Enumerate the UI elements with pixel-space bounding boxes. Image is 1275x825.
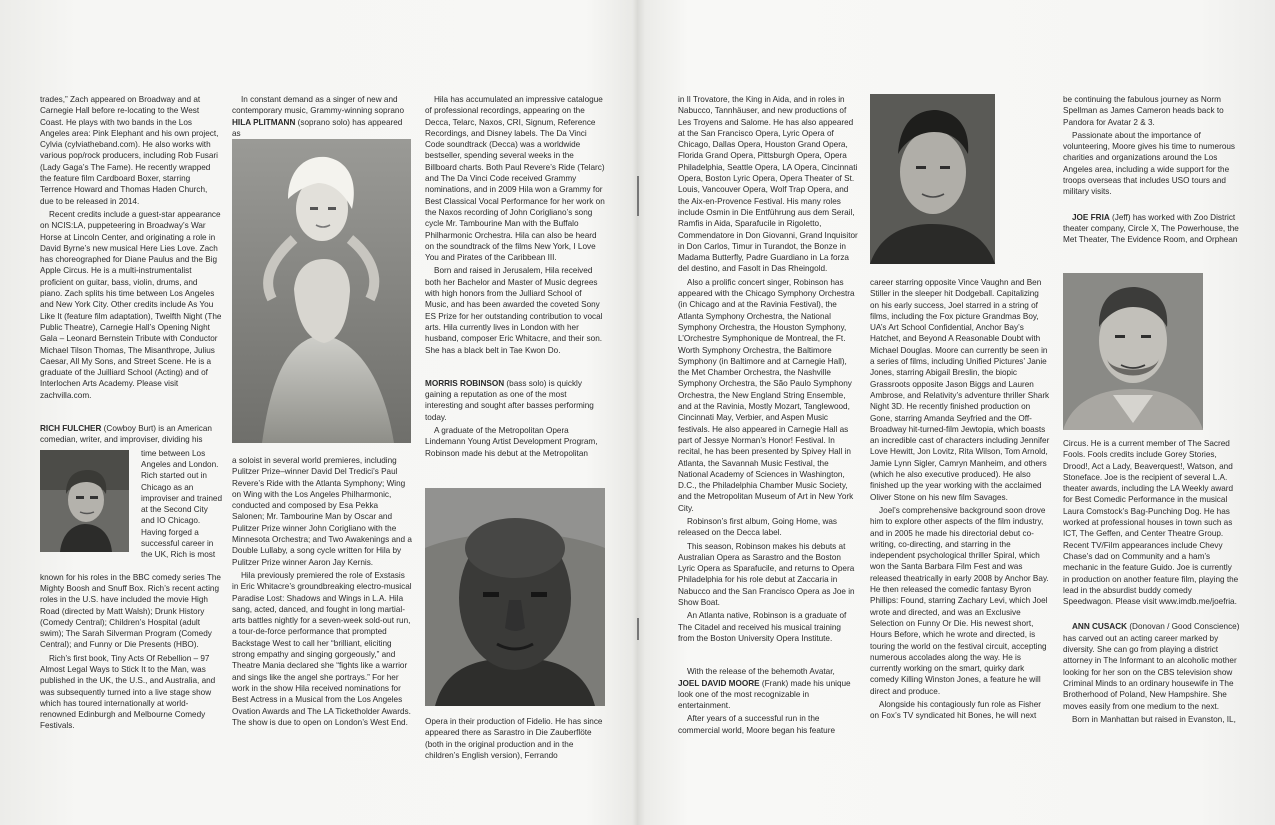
- ann-born-paragraph: Born in Manhattan but raised in Evanston, IL,: [1072, 714, 1236, 724]
- morris-intro-text: (bass solo) is quickly gaining a reputation as one of the most interesting and sought after basses performing today.: [425, 378, 594, 422]
- joel-bones-paragraph: Alongside his contagiously fun role as Fisher on Fox’s TV syndicated hit Bones, he will next: [870, 699, 1042, 721]
- column-6-lower: [1063, 438, 1240, 727]
- morris-roles-paragraph: in Il Trovatore, the King in Aida, and in roles in Nabucco, Tannhäuser, and new productions of Les Troyens and Salome. He has also appeared at the San Francisco Opera, Lyric Opera of Chicago, Dallas Opera, Houston Grand Opera, Florida Grand Opera, Pittsburgh Opera, Opera Philadelphia, Seattle Opera, LA Opera, Cincinnati Opera, Boston Lyric Opera, Opera Theater of St. Louis, Vancouver Opera, Wolf Trap Opera, and the Aix-en-Provence Festival. His many roles include Osmin in Die Entführung aus dem Serail, Ramfis in Aida, Sparafucile in Rigoletto, Commendatore in Don Giovanni, Grand Inquisitor in Don Carlos, Timur in Turandot, the Bonze in Madama Butterfly, Padre Guardiano in La forza del destino, and Fasolt in Das Rheingold.: [678, 95, 858, 274]
- column-4: [678, 94, 858, 738]
- joel-intro: [678, 666, 858, 711]
- joe-fria-name: JOE FRIA: [1072, 212, 1110, 222]
- joel-volunteer-paragraph: Passionate about the importance of volunteering, Moore gives his time to numerous charities and organizations around the Los Angeles area, including a wide support for the troops overseas that includes USO tours and military visits.: [1063, 130, 1236, 197]
- hila-intro: [232, 94, 412, 139]
- hila-recordings-paragraph: Hila has accumulated an impressive catalogue of professional recordings, appearing on the Decca, Telarc, Naxos, CRI, Signum, Reference Recordings, and Disney labels. The Da Vinci Code soundtrack (Decca) was a worldwide bestseller, spending several weeks in the Billboard charts. Both Paul Revere’s Ride (Telarc) and The Da Vinci Code received Grammy nominations, and in 2009 Hila won a Grammy for Best Classical Vocal Performance for her work on the Naxos recording of John Corigliano’s song cycle Mr. Tambourine Man with the Buffalo Philharmonic Orchestra. Hila can also be heard on the soundtrack of the films New York, I Love You and Pirates of the Caribbean III.: [425, 95, 605, 263]
- spine-mark: [637, 618, 639, 640]
- column-5: [870, 277, 1050, 724]
- joel-background-paragraph: Joel’s comprehensive background soon drove him to explore other aspects of the film industry, and in 2005 he made his directorial debut co-writing, co-directing, and starring in the independent psychological thriller Spiral, which won the Santa Barbara Film Fest and was released theatrically in early 2008 by Anchor Bay. He then released the comedic fantasy Byron Phillips: Found, starring Zachary Levi, which Joel wrote and directed, and was an Exclusive Selection on Funny Or Die. His newest short, Hours Before, which he wrote and directed, is touring the world on the festival circuit, accepting numerous accolades along the way. He is currently working on the smart, quirky dark comedy Killing Winston Jones, a feature he will direct and produce.: [870, 505, 1049, 696]
- ann-intro-text: (Donovan / Good Conscience) has carved out an acting career marked by diversity. She can go from playing a district attorney in The Informant to an alcoholic mother looking for her son on the CBS television show Criminal Minds to an ordinary housewife in The Brotherhood of Poland, New Hampshire. She moves easily from one medium to the next.: [1063, 622, 1240, 711]
- rich-wrap-text: time between Los Angeles and London. Rich started out in Chicago as an improviser and trained at the Second City and IO Chicago. Having forged a successful career in the UK, Rich is most: [141, 448, 223, 560]
- rich-credits-paragraph: known for his roles in the BBC comedy series The Mighty Boosh and Snuff Box. Rich’s recent acting roles in the U.S. have included the movie High Road (directed by Matt Walsh); Drunk History (Comedy Central); Children’s Hospital (adult swim); The Sarah Silverman Program (Comedy Central); and Funny or Die Presents (HBO).: [40, 572, 221, 650]
- ann-intro: [1063, 621, 1240, 711]
- zach-credits-paragraph: Recent credits include a guest-star appearance on NCIS:LA, puppeteering in Broadway’s War Horse at Lincoln Center, and originating a role in David Byrne’s new musical Here Lies Love. Zach has choreographed for Diane Paulus and the Big Apple Circus. He is a multi-instrumentalist proficient on guitar, bass, violin, drums, and piano. Zach splits his time between Los Angeles and New York City. Other credits include As You Like It (feature film adaptation), Twelfth Night (The Public Theatre), Carnegie Hall’s Opening Night Gala – Leonard Bernstein Tribute with Conductor Michael Tilson Thomas, The Misanthrope, Julius Caesar, All My Sons, and Street Scene. He is a graduate of the Juilliard School (Acting) and of Interlochen Arts Academy. Please visit zachvilla.com.: [40, 209, 222, 400]
- hila-intro-text: In constant demand as a singer of new and contemporary music, Grammy-winning soprano: [232, 95, 404, 116]
- column-3-lower: [425, 716, 605, 763]
- column-1: [40, 94, 222, 734]
- zach-bio-paragraph: trades,” Zach appeared on Broadway and at Carnegie Hall before re-locating to the West Coast. He plays with two bands in the Los Angeles area: Pink Elephant and his own project, Cylvia (cylviatheband.com). He also works with various pop/rock producers, including Rob Fusari (Lady Gaga’s The Fame). He recently wrapped the feature film Cardboard Boxer, starring Terrence Howard and Thomas Haden Church, due to be released in 2014.: [40, 95, 219, 206]
- rich-fulcher-headshot: [40, 450, 129, 552]
- morris-met-paragraph: Opera in their production of Fidelio. He has since appeared there as Sarastro in Die Zauberflöte (both in the original production and in the children’s English version), Ferrando: [425, 717, 603, 760]
- rich-fulcher-name: RICH FULCHER: [40, 424, 102, 434]
- joel-career-paragraph: After years of a successful run in the commercial world, Moore began his feature: [678, 714, 835, 735]
- morris-robinson-photo: [425, 488, 605, 706]
- joe-fria-photo: [1063, 273, 1203, 430]
- rich-wrap-block: [40, 448, 222, 572]
- joel-avatar-paragraph: be continuing the fabulous journey as Norm Spellman as James Cameron heads back to Pandora for Avatar 2 & 3.: [1063, 95, 1224, 127]
- column-2-lower: [232, 455, 412, 730]
- joel-intro-pre: With the release of the behemoth Avatar,: [687, 667, 835, 677]
- joel-intro-post: (Frank) made his unique look one of the most recognizable in entertainment.: [678, 678, 851, 711]
- column-6: [1063, 94, 1240, 248]
- rich-book-paragraph: Rich’s first book, Tiny Acts Of Rebellion – 97 Almost Legal Ways to Stick It to the Man, was published in the UK, the U.S., and Australia, and was subsequently turned into a live stage show which has toured internationally at world-renowned Edinburgh and Melbourne Comedy Festivals.: [40, 653, 216, 731]
- joe-intro: [1063, 212, 1240, 246]
- joel-david-moore-photo: [870, 94, 995, 264]
- morris-concert-paragraph: Also a prolific concert singer, Robinson has appeared with the Chicago Symphony Orchestra (in Chicago and at the Ravinia Festival), the Atlanta Symphony Orchestra, the National Symphony Orchestra, the Houston Symphony, L’Orchestre Symphonique de Montreal, the Ft. Worth Symphony Orchestra, the Baltimore Symphony (in Baltimore and at Carnegie Hall), the Met Chamber Orchestra, the Nashville Symphony Orchestra, the São Paulo Symphony Orchestra, the New England String Ensemble, and at the Ravinia, Mostly Mozart, Tanglewood, Cincinnati May, Verbier, and Aspen Music festivals. He also appeared in Carnegie Hall as part of Jessye Norman’s Honor! Festival. In recital, he has been presented by Spivey Hall in Atlanta, the Savannah Music Festival, the National Academy of Sciences in Washington, D.C., the Philadelphia Chamber Music Society, and the Metropolitan Museum of Art in New York City.: [678, 277, 855, 513]
- ann-cusack-name: ANN CUSACK: [1072, 622, 1128, 632]
- morris-album-paragraph: Robinson’s first album, Going Home, was released on the Decca label.: [678, 516, 838, 538]
- hila-exstasis-paragraph: Hila previously premiered the role of Exstasis in Eric Whitacre’s groundbreaking electro-musical Paradise Lost: Shadows and Wings in L.A. Hila sang, acted, danced, and fought in long martial-arts battles nightly for a seven-week sold-out run, a tour-de-force performance that prompted Backstage West to call her “brilliant, eliciting strong empathy and singing gorgeously,” and Theatre Mania declared she “fights like a warrior and sings like the angel she portrays.” For her work in the show Hila received nominations for Best Actress in a Musical from the Los Angeles Ovation Awards and The LA Ticketholder Awards. The show is due to open on London’s West End.: [232, 570, 412, 727]
- morris-graduate-paragraph: A graduate of the Metropolitan Opera Lindemann Young Artist Development Program, Robinson made his debut at the Metropolitan: [425, 426, 598, 458]
- rich-intro-text: (Cowboy Burt) is an American comedian, writer, and improviser, dividing his: [40, 424, 212, 445]
- rich-bio-intro: [40, 423, 222, 446]
- hila-born-paragraph: Born and raised in Jerusalem, Hila received both her Bachelor and Master of Music degrees with high honors from the Julliard School of Music, and has been awarded the coveted Sony ES Prize for her outstanding contribution to vocal arts. Hila currently lives in London with her husband, composer Eric Whitacre, and their son. She has a black belt in Tae Kwon Do.: [425, 266, 603, 355]
- hila-premieres-paragraph: a soloist in several world premieres, including Pulitzer Prize–winner David Del Tredici’s Paul Revere’s Ride with the Atlanta Symphony; Wing on Wing with the Los Angeles Philharmonic, conducted and composed by Esa Pekka Salonen; Mr. Tambourine Man by Oscar and Pulitzer Prize winner John Corigliano with the Minnesota Orchestra; and Two Awakenings and a Double Lullaby, a song cycle written for Hila by Pulitzer Prize winner Aaron Jay Kernis.: [232, 456, 412, 567]
- morris-native-paragraph: An Atlanta native, Robinson is a graduate of The Citadel and received his musical training from the Boston University Opera Institute.: [678, 611, 847, 643]
- joe-intro-text: (Jeff) has worked with Zoo District theater company, Circle X, The Powerhouse, the Met Theater, The Evidence Room, and Orphean: [1063, 212, 1239, 245]
- joel-films-paragraph: career starring opposite Vince Vaughn and Ben Stiller in the sleeper hit Dodgeball. Capitalizing on his early success, Joel starred in a string of films, including the Fox picture Grandmas Boy, UA’s Art School Confidential, Anchor Bay’s Hatchet, and Beyond A Reasonable Doubt with Michael Douglas. Moore can currently be seen in a series of films, including Unified Pictures’ Janie Jones, starring Abigail Breslin, the biopic Grassroots opposite Jason Biggs and Lauren Ambrose, and Relativity’s adventure thriller Shark Night 3D. He recently finished production on Gone, starring Amanda Seyfried and the Off-Broadway hit-turned-film Jewtopia, which boasts an incredible cast of characters including Jennifer Love Hewitt, Jon Lovitz, Rita Wilson, Tom Arnold, Jamie Lynn Sigler, Camryn Manheim, and others (which he also executive produced). He also finished up the year working with the acclaimed Oliver Stone on his new film Savages.: [870, 278, 1050, 502]
- hila-plitmann-name: HILA PLITMANN: [232, 117, 296, 127]
- column-3: [425, 94, 605, 461]
- morris-robinson-name: MORRIS ROBINSON: [425, 378, 505, 388]
- joel-david-moore-name: JOEL DAVID MOORE: [678, 678, 760, 688]
- morris-intro: [425, 378, 605, 423]
- morris-season-paragraph: This season, Robinson makes his debuts at Australian Opera as Sarastro and the Boston Lyric Opera as Sparafucile, and returns to Opera Philadelphia for his role debut at Zaccaria in Nabucco and the San Francisco Opera as Joe in Show Boat.: [678, 541, 855, 608]
- joe-credits-paragraph: Circus. He is a current member of The Sacred Fools. Fools credits include Gorey Stories, Drood!, Act a Lady, Beaverquest!, Watson, and Stoneface. Joe is the recipient of several L.A. theater awards, including the LA Weekly award for Best Comedic Performance in the musical Laura Comstock’s Bag-Punching Dog. He has worked at professional houses in town such as ICT, The Geffen, and Center Theatre Group. Recent TV/Film appearances include Chevy Chase’s dad on Community and a ham’s mechanic in the feature Guido. Joe is currently in production on another feature film, playing the lead in the absurdist buddy comedy Speedwagon. Please visit www.imdb.me/joefria.: [1063, 439, 1239, 607]
- column-2: [232, 94, 412, 141]
- spine-mark: [637, 176, 639, 216]
- hila-plitmann-photo: [232, 139, 411, 443]
- hila-role-text: (soprano solo) has appeared as: [232, 117, 403, 138]
